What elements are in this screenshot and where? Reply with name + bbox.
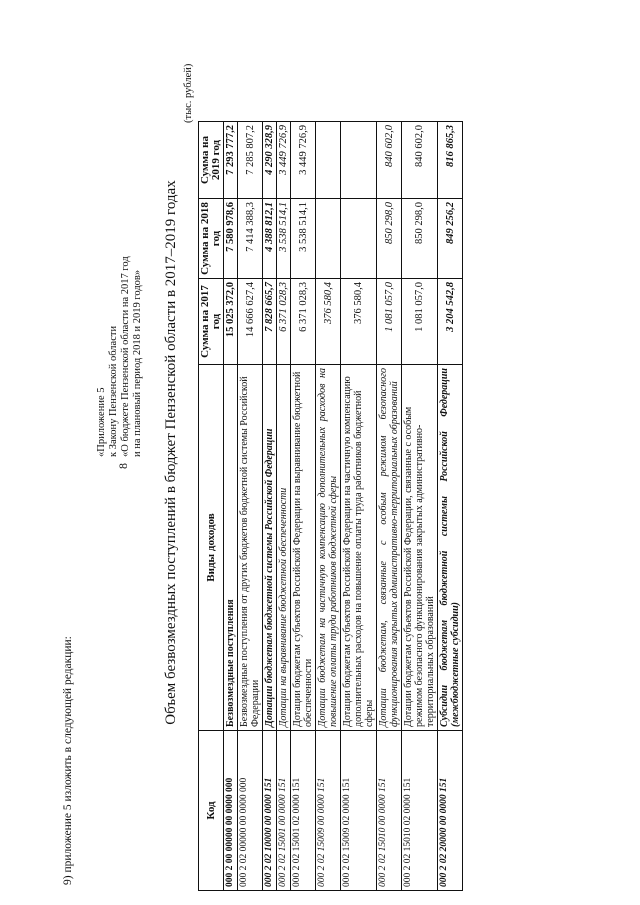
row-name: Безвозмездные поступления от других бюджетов бюджетной системы Российской Федерации: [238, 365, 263, 731]
table-row: [341, 122, 377, 891]
row-name: Субсидии бюджетам бюджетной системы Российской Федерации (межбюджетные субсидии): [438, 365, 463, 731]
row-code: 000 2 02 15010 00 0000 151: [377, 731, 402, 891]
table-row: [316, 122, 341, 891]
row-2017: 3 204 542,8: [438, 279, 463, 365]
appendix-line: и на плановый период 2018 и 2019 годов»: [132, 269, 143, 457]
row-2018: [316, 199, 341, 279]
row-2019: 840 602,0: [402, 122, 438, 199]
header-2019: Сумма на 2019 год: [199, 122, 224, 199]
row-2018: 7 580 978,6: [224, 199, 238, 279]
row-2017: 376 580,4: [316, 279, 341, 365]
row-code: 000 2 02 15009 00 0000 151: [316, 731, 341, 891]
row-2017: 1 081 057,0: [377, 279, 402, 365]
row-2017: 6 371 028,3: [277, 279, 291, 365]
row-2018: [341, 199, 377, 279]
appendix-header: [96, 256, 144, 457]
row-2019: 7 293 777,2: [224, 122, 238, 199]
row-2018: 850 298,0: [377, 199, 402, 279]
table-row: [263, 122, 277, 891]
row-code: 000 2 02 15001 00 0000 151: [277, 731, 291, 891]
row-code: 000 2 02 15009 02 0000 151: [341, 731, 377, 891]
header-2018: Сумма на 2018 год: [199, 199, 224, 279]
row-2017: 15 025 372,0: [224, 279, 238, 365]
row-2017: 7 828 665,7: [263, 279, 277, 365]
row-2019: 3 449 726,9: [291, 122, 316, 199]
row-name: Дотации на выравнивание бюджетной обеспеченности: [277, 365, 291, 731]
row-2019: [316, 122, 341, 199]
page-number: 8: [116, 463, 130, 469]
document-title: Объем безвозмездных поступлений в бюджет Пензенской области в 2017–2019 годах: [163, 180, 179, 725]
row-name: Дотации бюджетам на частичную компенсацию дополнительных расходов на повышение оплаты труда работников бюджетной сферы: [316, 365, 341, 731]
appendix-line: к Закону Пензенской области: [108, 325, 119, 457]
header-name: Виды доходов: [199, 365, 224, 731]
row-2017: 6 371 028,3: [291, 279, 316, 365]
row-2019: 816 865,3: [438, 122, 463, 199]
table-row: [277, 122, 291, 891]
row-2017: 14 666 627,4: [238, 279, 263, 365]
row-code: 000 2 02 15010 02 0000 151: [402, 731, 438, 891]
row-name: Дотации бюджетам субъектов Российской Федерации на выравнивание бюджетной обеспеченности: [291, 365, 316, 731]
units-label: (тыс. рублей): [183, 63, 194, 123]
row-2019: 840 602,0: [377, 122, 402, 199]
header-2017: Сумма на 2017 год: [199, 279, 224, 365]
table-body: [224, 122, 463, 891]
table-row: [238, 122, 263, 891]
row-name: Дотации бюджетам, связанные с особым режимом безопасного функционирования закрытых административно-территориальных образований: [377, 365, 402, 731]
row-2018: 850 298,0: [402, 199, 438, 279]
row-2018: 3 538 514,1: [277, 199, 291, 279]
row-2019: 4 290 328,9: [263, 122, 277, 199]
row-2018: 7 414 388,3: [238, 199, 263, 279]
row-code: 000 2 02 00000 00 0000 000: [238, 731, 263, 891]
table-row: [377, 122, 402, 891]
row-name: Дотации бюджетам бюджетной системы Российской Федерации: [263, 365, 277, 731]
table-row: [438, 122, 463, 891]
row-code: 000 2 00 00000 00 0000 000: [224, 731, 238, 891]
table-row: [402, 122, 438, 891]
row-code: 000 2 02 15001 02 0000 151: [291, 731, 316, 891]
table-row: [291, 122, 316, 891]
row-2017: 1 081 057,0: [402, 279, 438, 365]
row-2019: 7 285 807,2: [238, 122, 263, 199]
row-code: 000 2 02 10000 00 0000 151: [263, 731, 277, 891]
row-code: 000 2 02 20000 00 0000 151: [438, 731, 463, 891]
row-name: Дотации бюджетам субъектов Российской Федерации на частичную компенсацию дополнительных расходов на повышение оплаты труда работников бюджетной сферы: [341, 365, 377, 731]
row-2019: 3 449 726,9: [277, 122, 291, 199]
row-2018: 4 388 812,1: [263, 199, 277, 279]
row-2019: [341, 122, 377, 199]
row-2018: 849 256,2: [438, 199, 463, 279]
row-name: Безвозмездные поступления: [224, 365, 238, 731]
appendix-line: «Приложение 5: [96, 387, 107, 457]
header-code: Код: [199, 731, 224, 891]
revenue-table: [198, 121, 463, 891]
row-2018: 3 538 514,1: [291, 199, 316, 279]
row-2017: 376 580,4: [341, 279, 377, 365]
table-header-row: [199, 122, 224, 891]
row-name: Дотации бюджетам субъектов Российской Федерации, связанные с особым режимом безопасного функционирования закрытых административно-территориальных образований: [402, 365, 438, 731]
appendix-line: «О бюджете Пензенской области на 2017 год: [120, 256, 131, 457]
table-row: [224, 122, 238, 891]
instruction-text: 9) приложение 5 изложить в следующей редакции:: [62, 636, 74, 885]
